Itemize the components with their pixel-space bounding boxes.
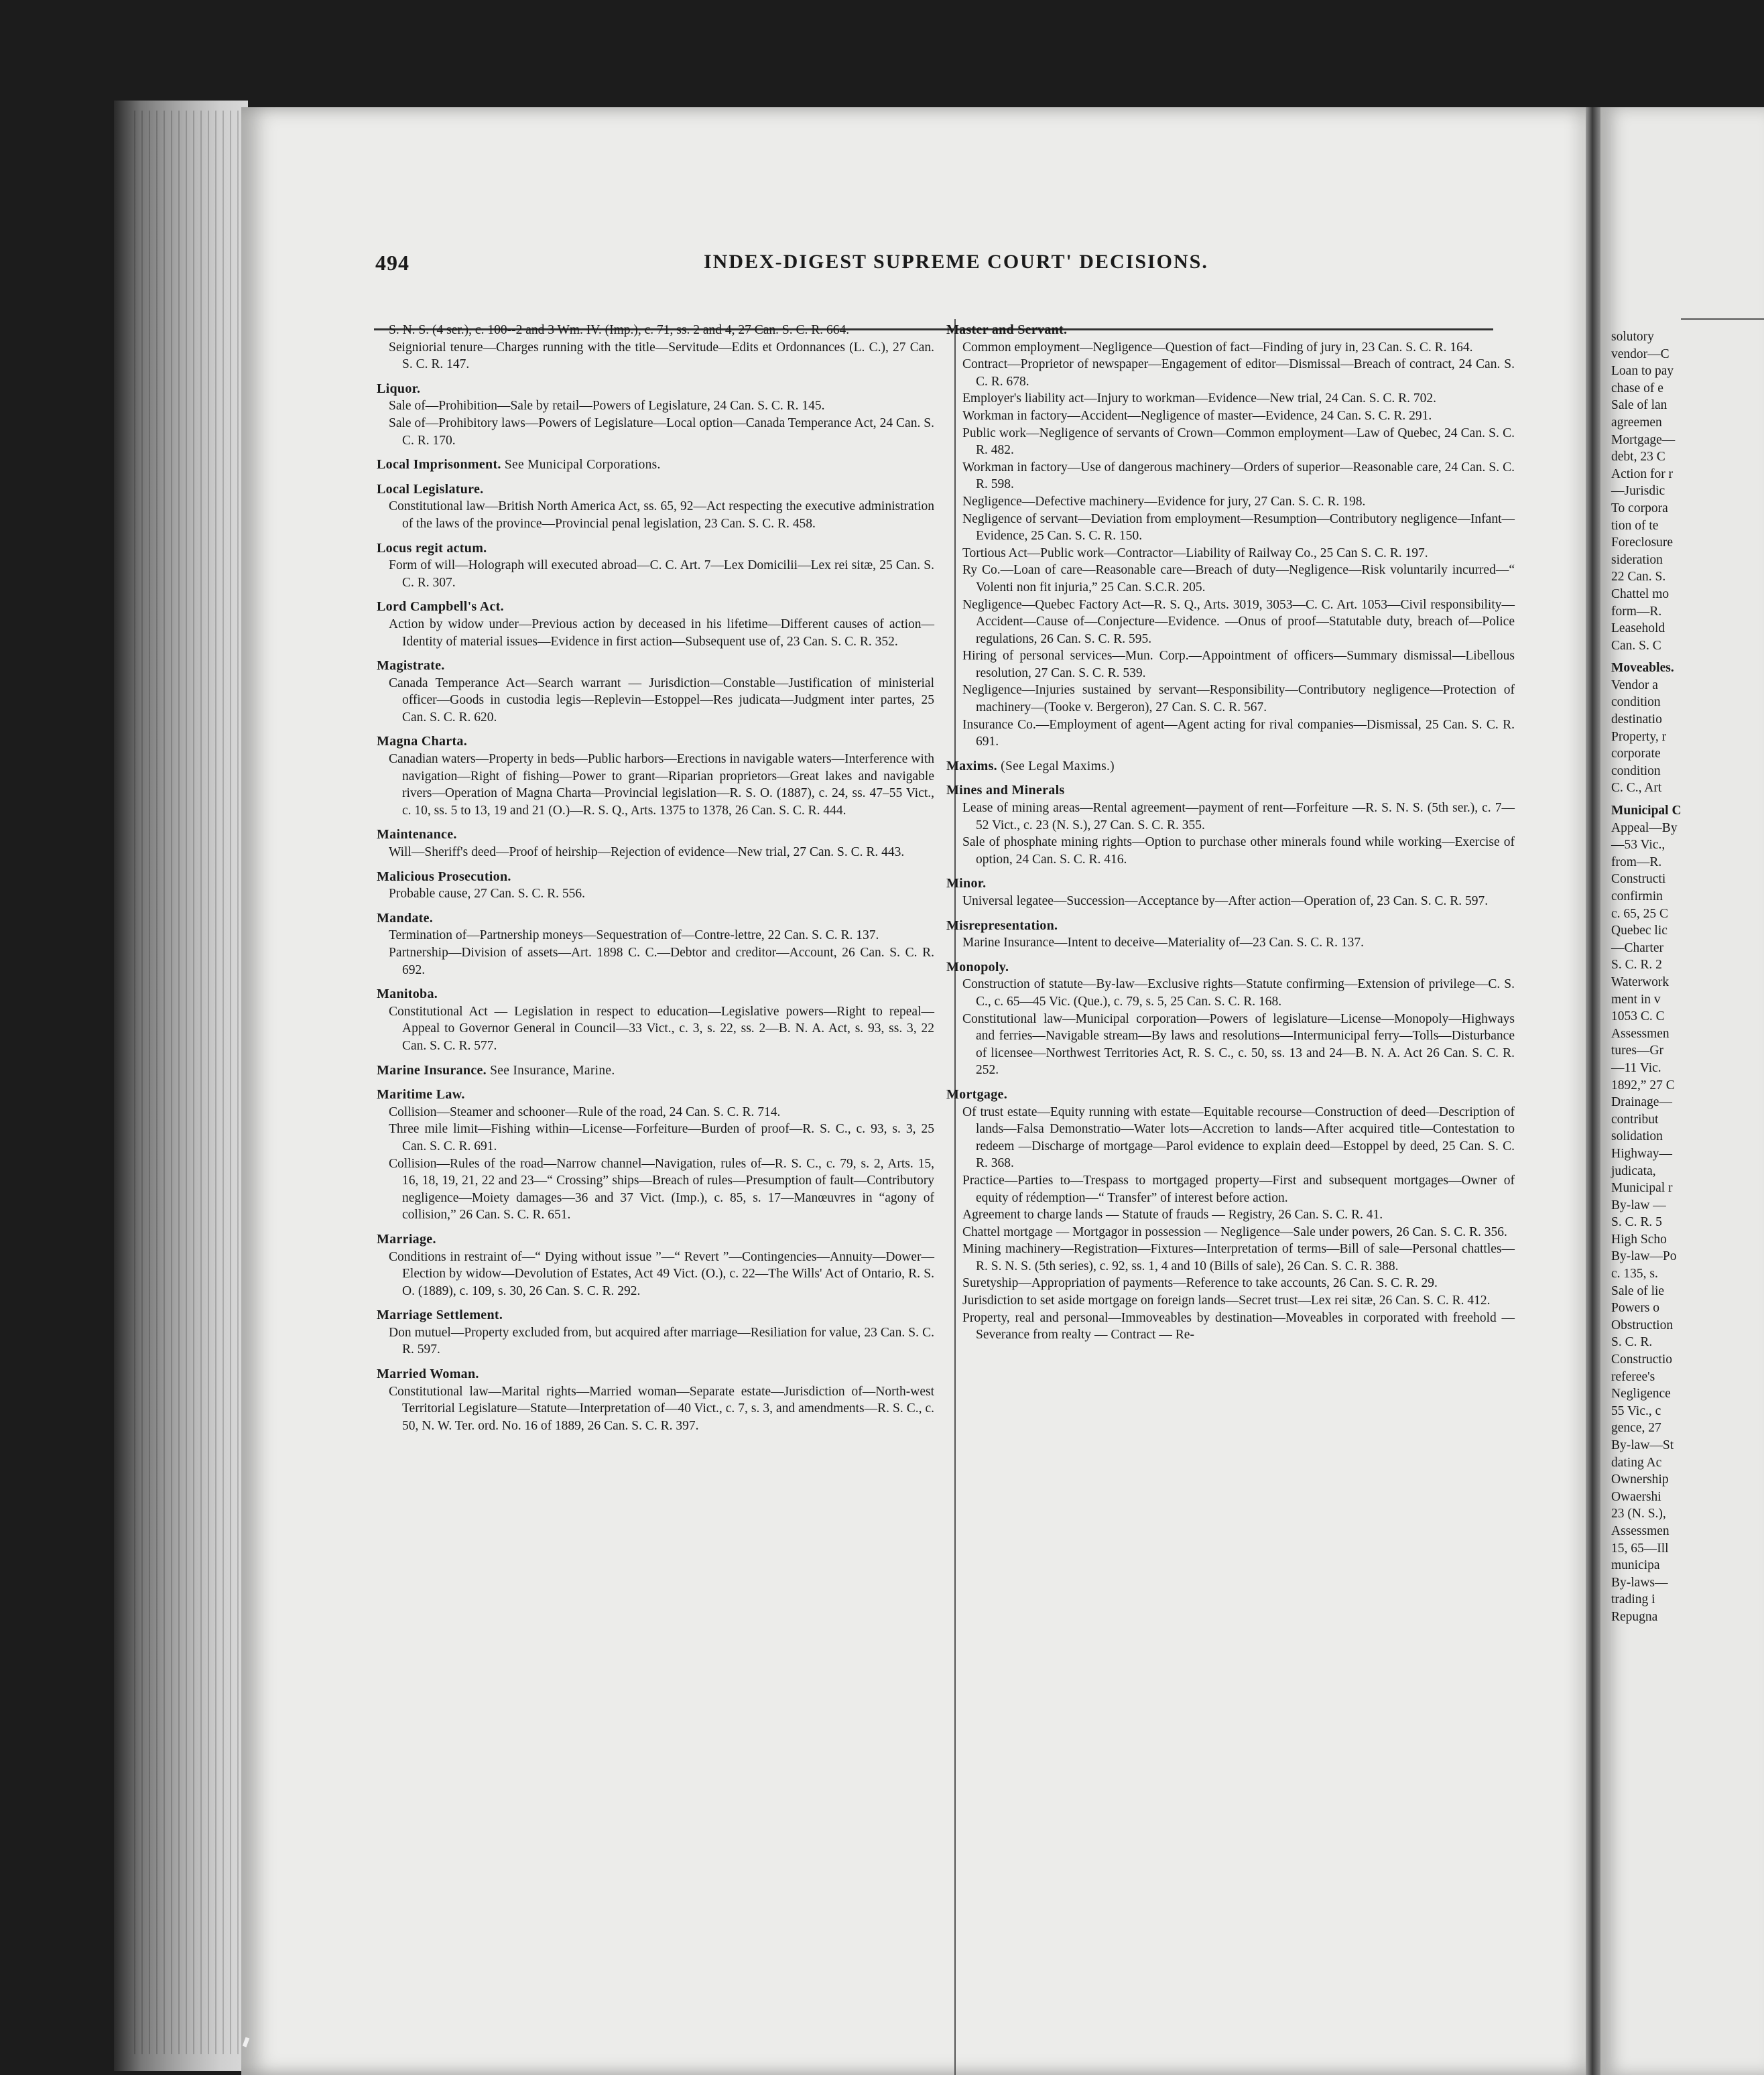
right-text-fragment: —Jurisdic bbox=[1611, 484, 1665, 499]
entry-item: Workman in factory—Accident—Negligence of master—Evidence, 24 Can. S. C. R. 291. bbox=[962, 408, 1432, 423]
entry-item: Hiring of personal services—Mun. Corp.—Appointment of officers—Summary dismissal—Libellous resolution, 27 Can. S. C. R. 539. bbox=[962, 649, 1515, 680]
right-text-fragment: chase of e bbox=[1611, 381, 1663, 395]
entry-item: Constitutional law—Municipal corporation—Powers of legislature—License—Monopoly—Highways and ferries—Navigable stream—By laws and resolutions—Intermunicipal ferry—Tolls—Disturbance of licensee—Northwest Territories Act, R. S. C., c. 50, ss. 13 and 24—B. N. A. Act 26 Can. S. C. R. 252. bbox=[962, 1011, 1515, 1078]
right-text-fragment: By-laws— bbox=[1611, 1575, 1668, 1590]
entry-item: Negligence—Quebec Factory Act—R. S. Q., Arts. 3019, 3053—C. C. Art. 1053—Civil responsibility—Accident—Cause of—Conjecture—Evidence. —Onus of proof—Statutable duty, breach of—Police regulations, 26 Can. S. C. R. 595. bbox=[962, 597, 1515, 646]
index-entry bbox=[377, 481, 934, 533]
index-entry bbox=[377, 1231, 934, 1300]
right-text-fragment: Sale of lie bbox=[1611, 1283, 1665, 1298]
right-text-fragment: Constructi bbox=[1611, 872, 1666, 887]
entry-heading: Manitoba. bbox=[377, 987, 438, 1002]
index-entry bbox=[377, 456, 934, 474]
entry-item: Form of will—Holograph will executed abroad—C. C. Art. 7—Lex Domicilii—Lex rei sitæ, 25 Can. S. C. R. 307. bbox=[389, 558, 934, 590]
right-text-fragment: 1892,” 27 C bbox=[1611, 1078, 1675, 1092]
right-text-fragment: judicata, bbox=[1611, 1164, 1656, 1178]
entry-heading: Maxims. (See Legal Maxims.) bbox=[946, 758, 1115, 773]
right-text-fragment: agreemen bbox=[1611, 415, 1662, 430]
right-text-fragment: —Charter bbox=[1611, 940, 1663, 955]
entry-item: Sale of phosphate mining rights—Option to purchase other minerals found while working—Exercise of option, 24 Can. S. C. R. 416. bbox=[962, 835, 1515, 867]
entry-heading: Mandate. bbox=[377, 910, 434, 926]
right-text-fragment: By-law — bbox=[1611, 1198, 1666, 1212]
entry-item: Negligence—Injuries sustained by servant—Responsibility—Contributory negligence—Protection of machinery—(Tooke v. Bergeron), 27 Can. S. C. R. 567. bbox=[962, 683, 1515, 715]
entry-heading: Marriage. bbox=[377, 1231, 436, 1247]
right-text-fragment: 1053 C. C bbox=[1611, 1009, 1665, 1024]
entry-item: Conditions in restraint of—“ Dying without issue ”—“ Revert ”—Contingencies—Annuity—Dower—Election by widow—Devolution of Estates, Act 49 Vict. (O.), c. 22—The Wills' Act of Ontario, R. S. O. (1889), c. 109, s. 30, 26 Can. S. C. R. 292. bbox=[389, 1249, 934, 1298]
right-text-fragment: Property, r bbox=[1611, 729, 1667, 744]
right-text-fragment: Action for r bbox=[1611, 466, 1674, 481]
right-text-fragment: tion of te bbox=[1611, 518, 1659, 533]
right-text-fragment: corporate bbox=[1611, 747, 1661, 761]
index-entry bbox=[946, 1086, 1515, 1344]
entry-item: Three mile limit—Fishing within—License—Forfeiture—Burden of proof—R. S. C., c. 93, s. 3, 25 Can. S. C. R. 691. bbox=[389, 1122, 934, 1153]
entry-heading: Lord Campbell's Act. bbox=[377, 599, 504, 615]
right-text-fragment: condition bbox=[1611, 763, 1661, 778]
right-text-fragment: c. 135, s. bbox=[1611, 1267, 1658, 1281]
entry-item: Constitutional law—Marital rights—Married woman—Separate estate—Jurisdiction of—North-west Territorial Legislature—Statute—Interpretation of—40 Vict., c. 7, s. 3, and amendments—R. S. C., c. 50, N. W. Ter. ord. No. 16 of 1889, 26 Can. S. C. R. 397. bbox=[389, 1384, 934, 1433]
right-text-fragment: Ownership bbox=[1611, 1472, 1669, 1487]
stacked-page-lines bbox=[134, 111, 248, 2054]
right-text-fragment: Mortgage— bbox=[1611, 432, 1676, 447]
entry-item: Workman in factory—Use of dangerous machinery—Orders of superior—Reasonable care, 24 Can. S. C. R. 598. bbox=[962, 460, 1515, 492]
right-text-fragment: Municipal r bbox=[1611, 1181, 1673, 1196]
index-entry bbox=[946, 322, 1515, 751]
entry-heading: Maintenance. bbox=[377, 827, 457, 842]
right-text-fragment: Loan to pay bbox=[1611, 364, 1674, 379]
right-text-fragment: By-law—Po bbox=[1611, 1249, 1677, 1264]
entry-heading: Marriage Settlement. bbox=[377, 1308, 503, 1323]
right-text-fragment: Vendor a bbox=[1611, 678, 1658, 692]
entry-item: Sale of—Prohibitory laws—Powers of Legislature—Local option—Canada Temperance Act, 24 Can. S. C. R. 170. bbox=[389, 416, 934, 448]
running-title: INDEX-DIGEST SUPREME COURT' DECISIONS. bbox=[704, 251, 1208, 273]
index-entry bbox=[946, 875, 1515, 909]
right-text-fragment: Leasehold bbox=[1611, 621, 1665, 636]
entry-item: Marine Insurance—Intent to deceive—Materiality of—23 Can. S. C. R. 137. bbox=[962, 936, 1364, 950]
entry-heading: Locus regit actum. bbox=[377, 540, 487, 556]
right-text-fragment: —11 Vic. bbox=[1611, 1060, 1661, 1075]
right-text-fragment: Chattel mo bbox=[1611, 586, 1670, 601]
right-text-fragment: form—R. bbox=[1611, 604, 1662, 619]
entry-item: Agreement to charge lands — Statute of frauds — Registry, 26 Can. S. C. R. 41. bbox=[962, 1208, 1383, 1222]
entry-item: Construction of statute—By-law—Exclusive rights—Statute confirming—Extension of privilege—C. S. C., c. 65—45 Vic. (Que.), c. 79, s. 5, 25 Can. S. C. R. 168. bbox=[962, 977, 1515, 1009]
entry-item: Public work—Negligence of servants of Crown—Common employment—Law of Quebec, 24 Can. S. C. R. 482. bbox=[962, 426, 1515, 458]
right-text-fragment: Obstruction bbox=[1611, 1318, 1674, 1332]
right-text-fragment: Assessmen bbox=[1611, 1523, 1670, 1538]
right-entry-heading: Municipal C bbox=[1611, 804, 1682, 818]
entry-item: Constitutional Act — Legislation in respect to education—Legislative powers—Right to repeal—Appeal to Governor General in Council—33 Vict., c. 3, s. 22, ss. 2—B. N. A. Act, s. 93, ss. 3, 22 Can. S. C. R. 577. bbox=[389, 1004, 934, 1053]
book-gutter bbox=[1586, 107, 1600, 2075]
right-page-header-rule bbox=[1681, 318, 1764, 320]
middle-text-column bbox=[946, 322, 1515, 1351]
index-entry bbox=[377, 322, 934, 373]
see-also-reference: (See Legal Maxims.) bbox=[997, 759, 1115, 773]
index-entry bbox=[946, 758, 1515, 775]
right-text-fragment: Drainage— bbox=[1611, 1095, 1672, 1110]
page-header bbox=[375, 251, 1488, 291]
entry-item: Collision—Steamer and schooner—Rule of the road, 24 Can. S. C. R. 714. bbox=[389, 1105, 781, 1119]
entry-item: Common employment—Negligence—Question of fact—Finding of jury in, 23 Can. S. C. R. 164. bbox=[962, 340, 1473, 355]
right-text-fragment: contribut bbox=[1611, 1112, 1659, 1127]
entry-item: Tortious Act—Public work—Contractor—Liability of Railway Co., 25 Can S. C. R. 197. bbox=[962, 546, 1428, 560]
right-text-fragment: Powers o bbox=[1611, 1301, 1660, 1316]
entry-item: Probable cause, 27 Can. S. C. R. 556. bbox=[389, 887, 586, 901]
index-entry bbox=[377, 1086, 934, 1224]
right-text-fragment: municipa bbox=[1611, 1558, 1660, 1573]
entry-item: Practice—Parties to—Trespass to mortgaged property—First and subsequent mortgages—Owner of equity of rédemption—“ Transfer” of interest before action. bbox=[962, 1173, 1515, 1205]
index-entry bbox=[377, 657, 934, 726]
entry-item: Action by widow under—Previous action by deceased in his lifetime—Different causes of action—Identity of material issues—Evidence in first action—Subsequent use of, 23 Can. S. C. R. 352. bbox=[389, 617, 934, 649]
entry-item: Collision—Rules of the road—Narrow channel—Navigation, rules of—R. S. C., c. 79, s. 2, Arts. 15, 16, 18, 19, 21, 22 and 23—“ Crossing” ships—Breach of rules—Presumption of fault—Contributory negligence—Moiety damages—36 and 37 Vict. (Imp.), c. 85, s. 17—Manœuvres in “agony of collision,” 26 Can. S. C. R. 651. bbox=[389, 1156, 934, 1222]
entry-item: Canadian waters—Property in beds—Public harbors—Erections in navigable waters—Interference with navigation—Right of fishing—Power to grant—Riparian proprietors—Great lakes and navigable rivers—Operation of Magna Charta—Provincial legislation—R. S. O. (1887), c. 24, ss. 47–55 Vict., c. 10, ss. 5 to 13, 19 and 21 (O.)—R. S. Q., Arts. 1375 to 1378, 26 Can. S. C. R. 444. bbox=[389, 752, 934, 818]
right-text-fragment: 23 (N. S.), bbox=[1611, 1507, 1666, 1521]
entry-heading: Master and Servant. bbox=[946, 322, 1068, 337]
entry-item: Chattel mortgage — Mortgagor in possession — Negligence—Sale under powers, 26 Can. S. C. R. 356. bbox=[962, 1224, 1507, 1239]
index-entry bbox=[377, 986, 934, 1054]
right-text-fragment: Repugna bbox=[1611, 1609, 1658, 1624]
entry-item: Universal legatee—Succession—Acceptance by—After action—Operation of, 23 Can. S. C. R. 597. bbox=[962, 894, 1489, 908]
right-text-fragment: 15, 65—Ill bbox=[1611, 1541, 1669, 1556]
right-text-fragment: By-law—St bbox=[1611, 1438, 1674, 1452]
right-page-text-column bbox=[1611, 328, 1764, 1626]
right-text-fragment: condition bbox=[1611, 695, 1661, 710]
right-text-fragment: Negligence bbox=[1611, 1387, 1671, 1401]
right-text-fragment: destinatio bbox=[1611, 712, 1662, 727]
index-entry bbox=[377, 826, 934, 861]
index-entry bbox=[377, 540, 934, 592]
entry-item: Contract—Proprietor of newspaper—Engagement of editor—Dismissal—Breach of contract, 24 Can. S. C. R. 678. bbox=[962, 357, 1515, 389]
index-entry bbox=[946, 782, 1515, 868]
entry-item: Don mutuel—Property excluded from, but acquired after marriage—Resiliation for value, 23 Can. S. C. R. 597. bbox=[389, 1325, 934, 1357]
entry-item: Negligence of servant—Deviation from employment—Resumption—Contributory negligence—Infant—Evidence, 25 Can. S. C. R. 150. bbox=[962, 511, 1515, 544]
entry-item: Partnership—Division of assets—Art. 1898 C. C.—Debtor and creditor—Account, 26 Can. S. C. R. 692. bbox=[389, 946, 934, 977]
right-entry-heading: Moveables. bbox=[1611, 661, 1674, 676]
entry-heading: Magna Charta. bbox=[377, 734, 468, 749]
right-text-fragment: Waterwork bbox=[1611, 974, 1670, 989]
right-text-fragment: trading i bbox=[1611, 1592, 1655, 1607]
entry-heading: Minor. bbox=[946, 876, 987, 891]
right-text-fragment: debt, 23 C bbox=[1611, 450, 1665, 464]
right-text-fragment: Foreclosure bbox=[1611, 536, 1674, 550]
entry-item: S. N. S. (4 ser.), c. 100--2 and 3 Wm. IV. (Imp.), c. 71, ss. 2 and 4, 27 Can. S. C. R. 664. bbox=[389, 323, 850, 337]
right-page bbox=[1600, 107, 1764, 2075]
entry-item: Negligence—Defective machinery—Evidence for jury, 27 Can. S. C. R. 198. bbox=[962, 494, 1366, 509]
entry-item: Constitutional law—British North America Act, ss. 65, 92—Act respecting the executive administration of the laws of the province—Provincial penal legislation, 23 Can. S. C. R. 458. bbox=[389, 499, 934, 531]
entry-heading: Maritime Law. bbox=[377, 1087, 465, 1103]
right-text-fragment: Sale of lan bbox=[1611, 398, 1667, 413]
entry-heading: Mines and Minerals bbox=[946, 783, 1065, 798]
index-entry bbox=[377, 910, 934, 979]
index-entry bbox=[377, 599, 934, 650]
index-entry bbox=[377, 1307, 934, 1359]
index-entry bbox=[377, 733, 934, 819]
entry-item: Ry Co.—Loan of care—Reasonable care—Breach of duty—Negligence—Risk voluntarily incurred—“ Volenti non fit injuria,” 25 Can. S.C.R. 205. bbox=[962, 563, 1515, 594]
right-text-fragment: solutory bbox=[1611, 330, 1654, 344]
entry-heading: Local Imprisonment. See Municipal Corporations. bbox=[377, 457, 661, 473]
right-text-fragment: High Scho bbox=[1611, 1232, 1667, 1247]
right-text-fragment: 55 Vic., c bbox=[1611, 1403, 1661, 1418]
right-text-fragment: S. C. R. 2 bbox=[1611, 958, 1662, 972]
entry-heading: Marine Insurance. See Insurance, Marine. bbox=[377, 1062, 615, 1078]
entry-heading: Malicious Prosecution. bbox=[377, 869, 511, 884]
right-text-fragment: dating Ac bbox=[1611, 1455, 1662, 1470]
entry-item: Sale of—Prohibition—Sale by retail—Powers of Legislature, 24 Can. S. C. R. 145. bbox=[389, 399, 825, 414]
index-entry bbox=[377, 869, 934, 903]
right-text-fragment: Quebec lic bbox=[1611, 924, 1667, 938]
entry-heading: Monopoly. bbox=[946, 959, 1009, 974]
left-text-column bbox=[377, 322, 934, 1442]
right-text-fragment: Can. S. C bbox=[1611, 638, 1661, 653]
index-entry bbox=[377, 381, 934, 449]
index-entry bbox=[377, 1366, 934, 1434]
entry-item: Suretyship—Appropriation of payments—Reference to take accounts, 26 Can. S. C. R. 29. bbox=[962, 1276, 1438, 1291]
right-text-fragment: referee's bbox=[1611, 1369, 1655, 1384]
entry-item: Jurisdiction to set aside mortgage on foreign lands—Secret trust—Lex rei sitæ, 26 Can. S. C. R. 412. bbox=[962, 1294, 1491, 1308]
page-number: 494 bbox=[375, 251, 410, 275]
index-entry bbox=[377, 1062, 934, 1080]
entry-heading: Liquor. bbox=[377, 381, 421, 396]
right-text-fragment: S. C. R. bbox=[1611, 1335, 1653, 1350]
entry-item: Property, real and personal—Immoveables by destination—Moveables in corporated with freehold — Severance from realty — Contract — Re- bbox=[962, 1310, 1515, 1342]
entry-item: Seigniorial tenure—Charges running with the title—Servitude—Edits et Ordonnances (L. C.), 27 Can. S. C. R. 147. bbox=[389, 340, 934, 372]
right-text-fragment: —53 Vic., bbox=[1611, 838, 1665, 853]
entry-item: Employer's liability act—Injury to workman—Evidence—New trial, 24 Can. S. C. R. 702. bbox=[962, 391, 1437, 406]
right-text-fragment: To corpora bbox=[1611, 501, 1668, 515]
right-text-fragment: Constructio bbox=[1611, 1353, 1672, 1367]
right-text-fragment: Appeal—By bbox=[1611, 820, 1678, 835]
entry-item: Of trust estate—Equity running with estate—Equitable recourse—Construction of deed—Description of lands—Falsa Demonstratio—Water lots—Accretion to lands—After acquired title—Contestation to redeem —Discharge of mortgage—Parol evidence to explain deed—Estoppel by deed, 25 Can. S. C. R. 368. bbox=[962, 1105, 1515, 1171]
right-text-fragment: ment in v bbox=[1611, 992, 1661, 1007]
entry-item: Canada Temperance Act—Search warrant — Jurisdiction—Constable—Justification of ministerial officer—Goods in custodia legis—Replevin—Estoppel—Res judicata—Judgment inter partes, 25 Can. S. C. R. 620. bbox=[389, 676, 934, 725]
entry-item: Insurance Co.—Employment of agent—Agent acting for rival companies—Dismissal, 25 Can. S. C. R. 691. bbox=[962, 717, 1515, 749]
right-text-fragment: solidation bbox=[1611, 1129, 1663, 1144]
right-text-fragment: gence, 27 bbox=[1611, 1421, 1661, 1436]
see-also-reference: See Municipal Corporations. bbox=[501, 458, 661, 473]
right-text-fragment: C. C., Art bbox=[1611, 781, 1662, 796]
see-also-reference: See Insurance, Marine. bbox=[486, 1063, 615, 1078]
index-entry bbox=[946, 918, 1515, 952]
entry-heading: Magistrate. bbox=[377, 658, 445, 674]
index-entry bbox=[946, 959, 1515, 1079]
right-text-fragment: vendor—C bbox=[1611, 347, 1670, 361]
right-text-fragment: Highway— bbox=[1611, 1146, 1672, 1161]
right-text-fragment: from—R. bbox=[1611, 855, 1662, 869]
entry-heading: Mortgage. bbox=[946, 1086, 1007, 1102]
entry-heading: Married Woman. bbox=[377, 1367, 479, 1382]
right-text-fragment: tures—Gr bbox=[1611, 1044, 1663, 1058]
entry-item: Lease of mining areas—Rental agreement—payment of rent—Forfeiture —R. S. N. S. (5th ser.), c. 7—52 Vict., c. 23 (N. S.), 27 Can. S. C. R. 355. bbox=[962, 801, 1515, 832]
right-text-fragment: 22 Can. S. bbox=[1611, 570, 1666, 584]
right-text-fragment: S. C. R. 5 bbox=[1611, 1215, 1662, 1230]
entry-item: Will—Sheriff's deed—Proof of heirship—Rejection of evidence—New trial, 27 Can. S. C. R. 443. bbox=[389, 845, 905, 860]
right-text-fragment: Owaershi bbox=[1611, 1489, 1661, 1504]
right-text-fragment: confirmin bbox=[1611, 889, 1663, 903]
right-text-fragment: c. 65, 25 C bbox=[1611, 906, 1669, 921]
entry-heading: Misrepresentation. bbox=[946, 918, 1058, 933]
entry-heading: Local Legislature. bbox=[377, 481, 484, 497]
right-text-fragment: sideration bbox=[1611, 552, 1663, 567]
right-text-fragment: Assessmen bbox=[1611, 1026, 1670, 1041]
entry-item: Termination of—Partnership moneys—Sequestration of—Contre-lettre, 22 Can. S. C. R. 137. bbox=[389, 928, 879, 943]
entry-item: Mining machinery—Registration—Fixtures—Interpretation of terms—Bill of sale—Personal chattles—R. S. N. S. (5th series), c. 92, ss. 1, 4 and 10 (Bills of sale), 26 Can. S. C. R. 388. bbox=[962, 1242, 1515, 1273]
